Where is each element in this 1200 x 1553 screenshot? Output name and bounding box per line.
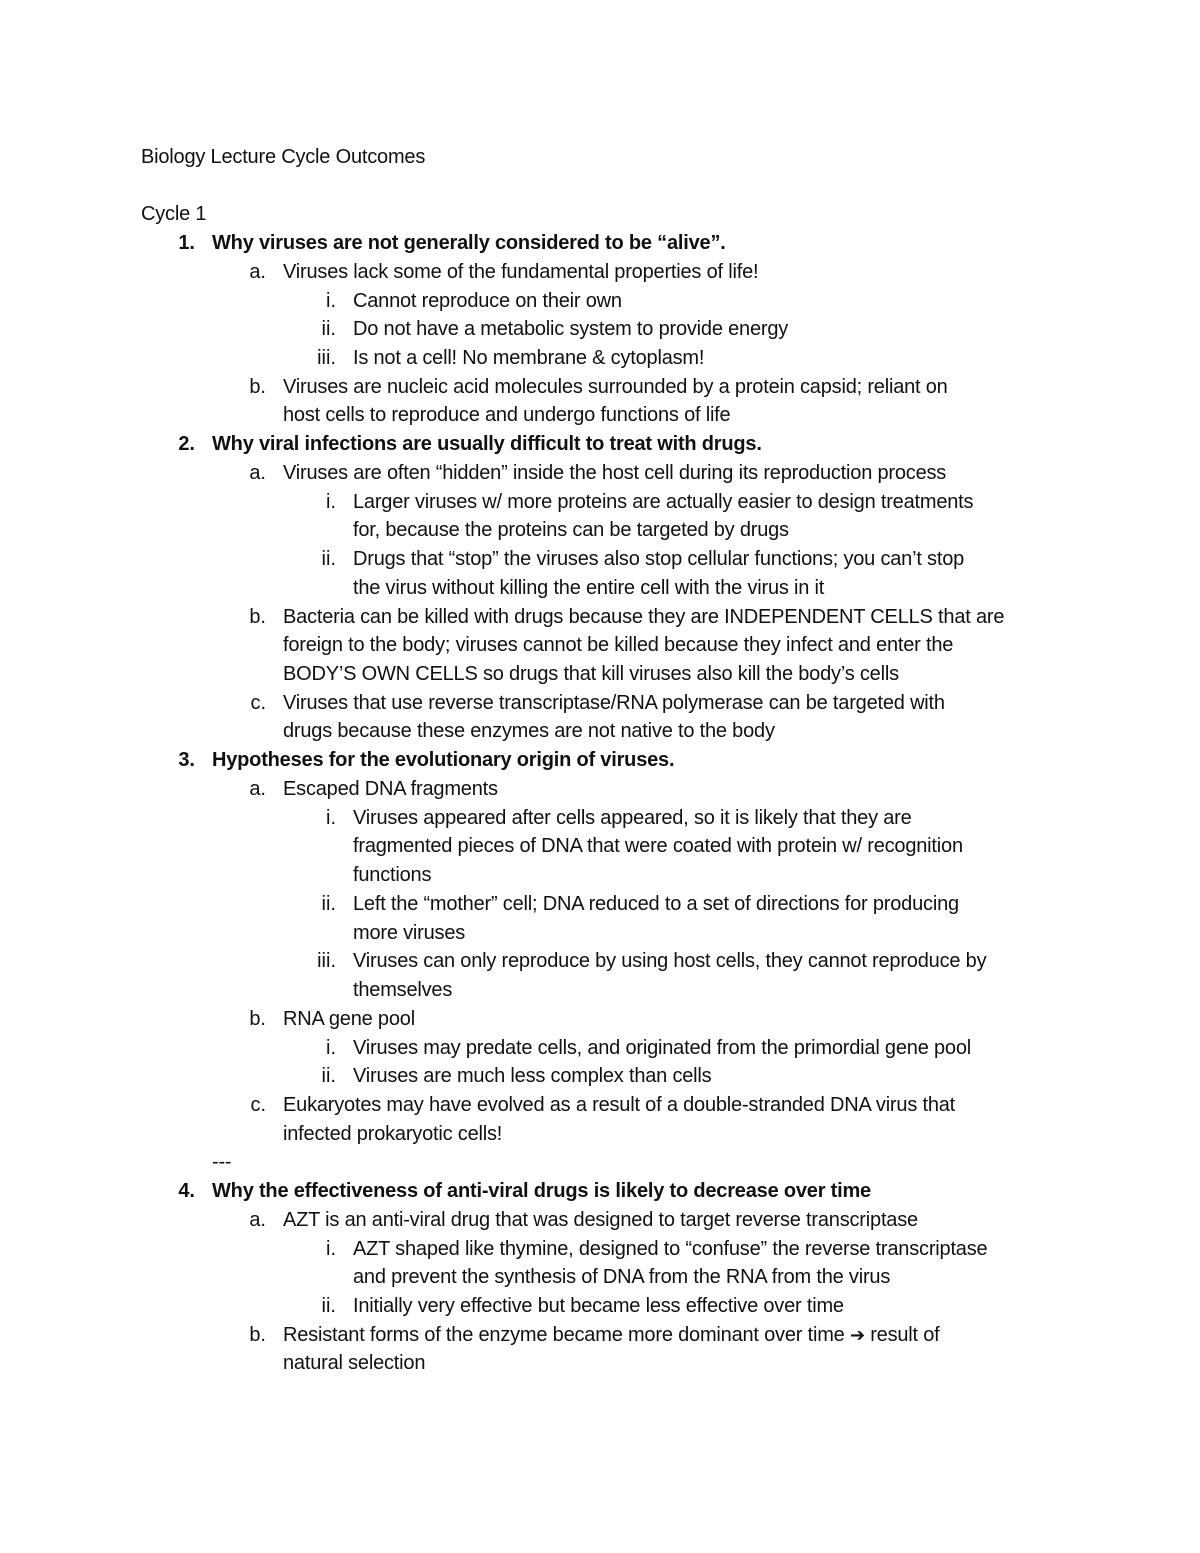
q1-a-text: Viruses lack some of the fundamental properties of life!: [283, 261, 759, 283]
q4-a-marker: a.: [249, 1209, 266, 1231]
q4-heading: Why the effectiveness of anti-viral drugs is likely to decrease over time: [212, 1180, 871, 1202]
q2-c-line1: Viruses that use reverse transcriptase/RNA polymerase can be targeted with: [283, 692, 945, 714]
q3-c-line2: infected prokaryotic cells!: [283, 1123, 503, 1145]
q4-a-ii-text: Initially very effective but became less effective over time: [353, 1295, 844, 1317]
q2-a-ii-line2: the virus without killing the entire cell with the virus in it: [353, 577, 825, 599]
q1-b-line1: Viruses are nucleic acid molecules surrounded by a protein capsid; reliant on: [283, 376, 948, 398]
cycle-label: Cycle 1: [141, 203, 207, 225]
q2-a-ii-marker: ii.: [321, 548, 336, 570]
q1-a-ii-marker: ii.: [321, 318, 336, 340]
q1-heading: Why viruses are not generally considered to be “alive”.: [212, 232, 726, 254]
q2-a-text: Viruses are often “hidden” inside the host cell during its reproduction process: [283, 462, 947, 484]
q3-b-text: RNA gene pool: [283, 1008, 415, 1030]
q3-a-i-marker: i.: [326, 807, 336, 829]
q4-b-line1: [283, 1321, 940, 1350]
q4-b-marker: b.: [249, 1324, 266, 1346]
q3-b-i-marker: i.: [326, 1037, 336, 1059]
q2-number: 2.: [178, 433, 195, 455]
q2-a-ii-line1: Drugs that “stop” the viruses also stop cellular functions; you can’t stop: [353, 548, 965, 570]
q2-a-i-line1: Larger viruses w/ more proteins are actually easier to design treatments: [353, 491, 974, 513]
q4-b-line1-before: Resistant forms of the enzyme became more dominant over time: [283, 1324, 845, 1346]
q3-b-ii-marker: ii.: [321, 1065, 336, 1087]
section-separator: ---: [212, 1151, 232, 1173]
document-title: Biology Lecture Cycle Outcomes: [141, 146, 426, 168]
q1-a-i-text: Cannot reproduce on their own: [353, 290, 622, 312]
q1-a-i-marker: i.: [326, 290, 336, 312]
q2-b-marker: b.: [249, 606, 266, 628]
q4-a-ii-marker: ii.: [321, 1295, 336, 1317]
q1-number: 1.: [178, 232, 195, 254]
q3-a-iii-line1: Viruses can only reproduce by using host cells, they cannot reproduce by: [353, 950, 987, 972]
q3-a-text: Escaped DNA fragments: [283, 778, 498, 800]
q4-a-i-line2: and prevent the synthesis of DNA from the RNA from the virus: [353, 1266, 891, 1288]
q1-a-marker: a.: [249, 261, 266, 283]
q3-a-i-line2: fragmented pieces of DNA that were coated with protein w/ recognition: [353, 835, 963, 857]
q2-a-i-marker: i.: [326, 491, 336, 513]
q3-c-line1: Eukaryotes may have evolved as a result of a double-stranded DNA virus that: [283, 1094, 956, 1116]
q2-c-marker: c.: [250, 692, 266, 714]
q4-a-text: AZT is an anti-viral drug that was designed to target reverse transcriptase: [283, 1209, 918, 1231]
q2-c-line2: drugs because these enzymes are not native to the body: [283, 720, 775, 742]
q3-a-ii-line2: more viruses: [353, 922, 466, 944]
q3-b-i-text: Viruses may predate cells, and originated from the primordial gene pool: [353, 1037, 971, 1059]
q2-a-marker: a.: [249, 462, 266, 484]
q4-b-line1-after: result of: [870, 1324, 940, 1346]
q1-a-iii-text: Is not a cell! No membrane & cytoplasm!: [353, 347, 705, 369]
q4-a-i-line1: AZT shaped like thymine, designed to “confuse” the reverse transcriptase: [353, 1238, 988, 1260]
q1-a-ii-text: Do not have a metabolic system to provide energy: [353, 318, 789, 340]
q3-b-marker: b.: [249, 1008, 266, 1030]
q2-b-line1: Bacteria can be killed with drugs because they are INDEPENDENT CELLS that are: [283, 606, 1005, 628]
q1-b-marker: b.: [249, 376, 266, 398]
q1-b-line2: host cells to reproduce and undergo functions of life: [283, 404, 731, 426]
q4-a-i-marker: i.: [326, 1238, 336, 1260]
q3-a-ii-marker: ii.: [321, 893, 336, 915]
q3-a-marker: a.: [249, 778, 266, 800]
q3-b-ii-text: Viruses are much less complex than cells: [353, 1065, 712, 1087]
q2-heading: Why viral infections are usually difficult to treat with drugs.: [212, 433, 762, 455]
q3-a-iii-line2: themselves: [353, 979, 453, 1001]
q3-number: 3.: [178, 749, 195, 771]
right-arrow-icon: ➔: [849, 1325, 865, 1346]
q4-b-line2: natural selection: [283, 1352, 426, 1374]
q3-heading: Hypotheses for the evolutionary origin of viruses.: [212, 749, 675, 771]
q2-b-line3: BODY’S OWN CELLS so drugs that kill viruses also kill the body’s cells: [283, 663, 899, 685]
q3-a-ii-line1: Left the “mother” cell; DNA reduced to a set of directions for producing: [353, 893, 959, 915]
q3-a-iii-marker: iii.: [317, 950, 336, 972]
q2-b-line2: foreign to the body; viruses cannot be killed because they infect and enter the: [283, 634, 954, 656]
q3-a-i-line3: functions: [353, 864, 432, 886]
q4-number: 4.: [178, 1180, 195, 1202]
q3-a-i-line1: Viruses appeared after cells appeared, so it is likely that they are: [353, 807, 912, 829]
q2-a-i-line2: for, because the proteins can be targeted by drugs: [353, 519, 789, 541]
q3-c-marker: c.: [250, 1094, 266, 1116]
q1-a-iii-marker: iii.: [317, 347, 336, 369]
